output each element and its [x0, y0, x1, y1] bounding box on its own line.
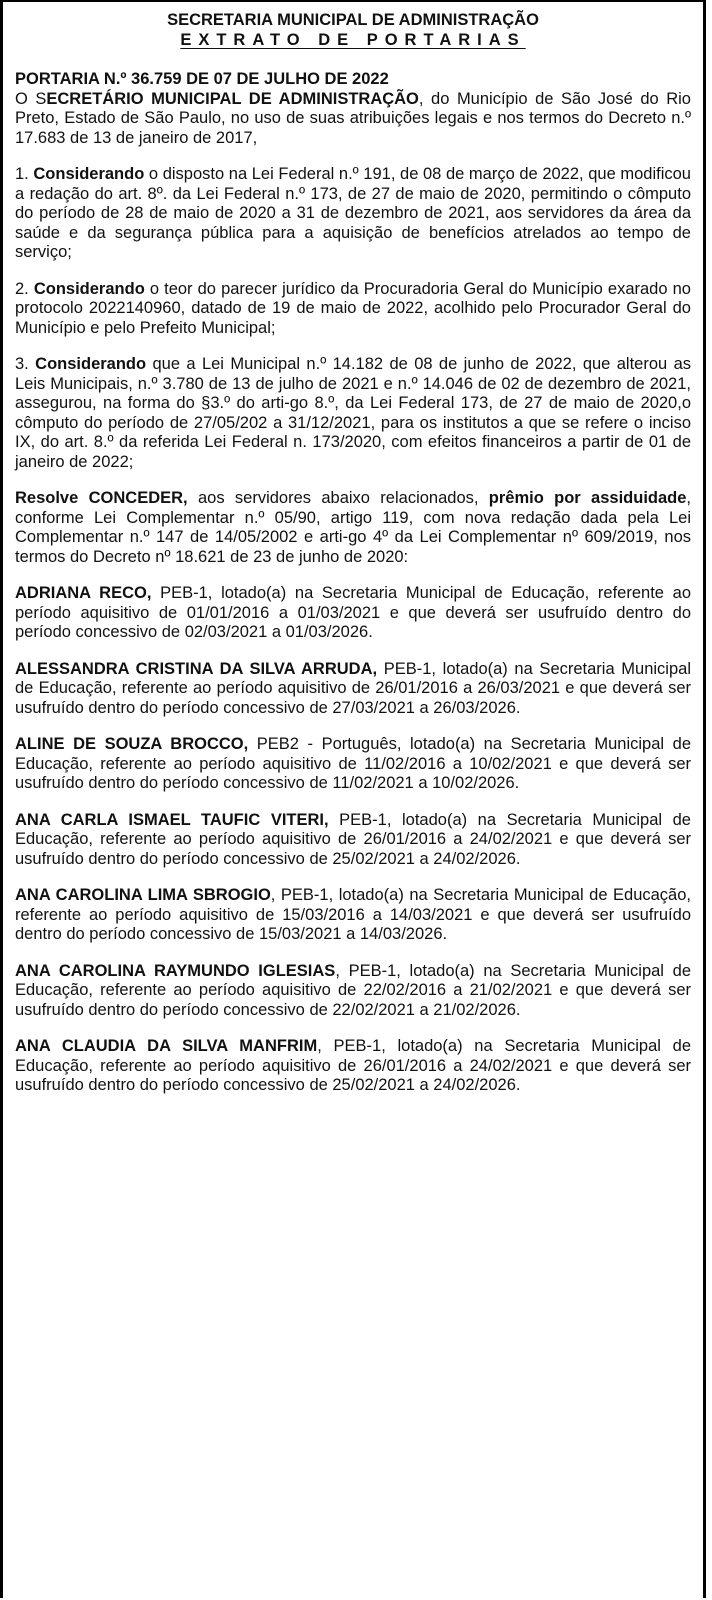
- servidor-name: ALINE DE SOUZA BROCCO,: [15, 735, 249, 753]
- portaria-intro: [15, 70, 691, 148]
- considerando-3: [15, 355, 691, 472]
- considerando-num: 1.: [15, 165, 34, 183]
- considerando-label: Considerando: [33, 279, 145, 298]
- intro-bold: ECRETÁRIO MUNICIPAL DE ADMINISTRAÇÃO: [46, 89, 419, 108]
- servidor-entry: [15, 962, 691, 1021]
- portaria-heading: PORTARIA N.º 36.759 DE 07 DE JULHO DE 2022: [15, 70, 389, 88]
- servidor-name: ANA CAROLINA LIMA SBROGIO: [15, 886, 271, 904]
- servidor-name: ANA CARLA ISMAEL TAUFIC VITERI,: [15, 810, 329, 829]
- considerando-text: o disposto na Lei Federal n.º 191, de 08 de março de 2022, que modificou a redação do art. 8º. da Lei Federal n.º 173, de 27 de maio de 2020, permitindo o cômputo do período de 28 de maio de 2020 a 31 de dezembro de 2021, aos servidores da área da saúde e da segurança pública para a aquisição de benefícios atrelados ao tempo de serviço;: [15, 165, 691, 261]
- resolve-label: Resolve CONCEDER,: [15, 489, 188, 507]
- considerando-label: Considerando: [33, 165, 145, 183]
- resolve-text: aos servidores abaixo relacionados,: [187, 489, 489, 507]
- servidor-entry: [15, 584, 691, 643]
- considerando-text: o teor do parecer jurídico da Procuradoria Geral do Município exarado no protocolo 2022140960, datado de 19 de maio de 2022, acolhido pelo Procurador Geral do Município e pelo Prefeito Municipal;: [15, 279, 691, 337]
- servidor-details: PEB-1, lotado(a) na Secretaria Municipal de Educação, referente ao período aquisitivo de 26/01/2016 a 26/03/2021 e que deverá ser usufruído dentro do período concessivo de 27/03/2021 a 26/03/2026.: [15, 659, 691, 717]
- servidor-name: ANA CLAUDIA DA SILVA MANFRIM: [15, 1037, 318, 1055]
- resolve-text: , conforme Lei Complementar n.º 05/90, artigo 119, com nova redação dada pela Lei Complementar n.º 147 de 14/05/2002 e arti-go 4º da Lei Complementar nº 609/2019, nos termos do Decreto nº 18.621 de 23 de junho de 2020:: [15, 489, 692, 566]
- intro-rest: , do Município de São José do Rio Preto, Estado de São Paulo, no uso de suas atribuições legais e nos termos do Decreto n.º 17.683 de 13 de janeiro de 2017,: [15, 89, 691, 147]
- servidor-details: , PEB-1, lotado(a) na Secretaria Municipal de Educação, referente ao período aquisitivo de 22/02/2016 a 21/02/2021 e que deverá ser usufruído dentro do período concessivo de 22/02/2021 a 21/02/2026.: [15, 961, 691, 1019]
- resolve-benefit: prêmio por assiduidade: [488, 489, 687, 507]
- servidor-entry: [15, 735, 691, 794]
- considerando-num: 2.: [15, 279, 34, 298]
- considerando-num: 3.: [15, 355, 36, 373]
- header-subtitle: EXTRATO DE PORTARIAS: [180, 31, 526, 49]
- servidor-details: , PEB-1, lotado(a) na Secretaria Municipal de Educação, referente ao período aquisitivo de 15/03/2016 a 14/03/2021 e que deverá ser usufruído dentro do período concessivo de 15/03/2021 a 14/03/2026.: [15, 886, 691, 943]
- servidor-details: PEB2 - Português, lotado(a) na Secretaria Municipal de Educação, referente ao período aquisitivo de 11/02/2016 a 10/02/2021 e que deverá ser usufruído dentro do período concessivo de 11/02/2021 a 10/02/2026.: [15, 735, 692, 792]
- servidor-entry: [15, 886, 691, 945]
- considerando-2: [15, 280, 691, 339]
- considerando-label: Considerando: [35, 355, 147, 373]
- servidor-entry: [15, 1037, 691, 1096]
- considerando-text: que a Lei Municipal n.º 14.182 de 08 de junho de 2022, que alterou as Leis Municipais, n.º 3.780 de 13 de julho de 2021 e n.º 14.046 de 02 de dezembro de 2021, assegurou, na forma do §3.º do arti-go 8.º, da Lei Federal 173, de 27 de maio de 2020,o cômputo do período de 27/05/202 a 31/12/2021, para os institutos a que se refere o inciso IX, do art. 8.º da referida Lei Federal n. 173/2020, com efeitos financeiros a partir de 01 de janeiro de 2022;: [15, 355, 691, 471]
- resolve-paragraph: [15, 489, 691, 567]
- considerando-1: [15, 165, 691, 263]
- servidor-name: ADRIANA RECO,: [15, 584, 152, 602]
- document-header: [15, 10, 691, 50]
- servidor-name: ALESSANDRA CRISTINA DA SILVA ARRUDA,: [15, 659, 378, 678]
- servidor-name: ANA CAROLINA RAYMUNDO IGLESIAS: [15, 961, 336, 980]
- servidor-entry: [15, 811, 691, 870]
- servidor-details: , PEB-1, lotado(a) na Secretaria Municipal de Educação, referente ao período aquisitivo de 26/01/2016 a 24/02/2021 e que deverá ser usufruído dentro do período concessivo de 25/02/2021 a 24/02/2026.: [15, 1037, 692, 1094]
- servidor-entry: [15, 660, 691, 719]
- intro-prefix: O S: [15, 89, 47, 108]
- servidor-details: PEB-1, lotado(a) na Secretaria Municipal de Educação, referente ao período aquisitivo de 26/01/2016 a 24/02/2021 e que deverá ser usufruído dentro do período concessivo de 25/02/2021 a 24/02/2026.: [15, 810, 691, 868]
- header-title: SECRETARIA MUNICIPAL DE ADMINISTRAÇÃO: [167, 11, 539, 29]
- servidor-details: PEB-1, lotado(a) na Secretaria Municipal de Educação, referente ao período aquisitivo de 01/01/2016 a 01/03/2021 e que deverá ser usufruído dentro do período concessivo de 02/03/2021 a 01/03/2026.: [15, 584, 691, 641]
